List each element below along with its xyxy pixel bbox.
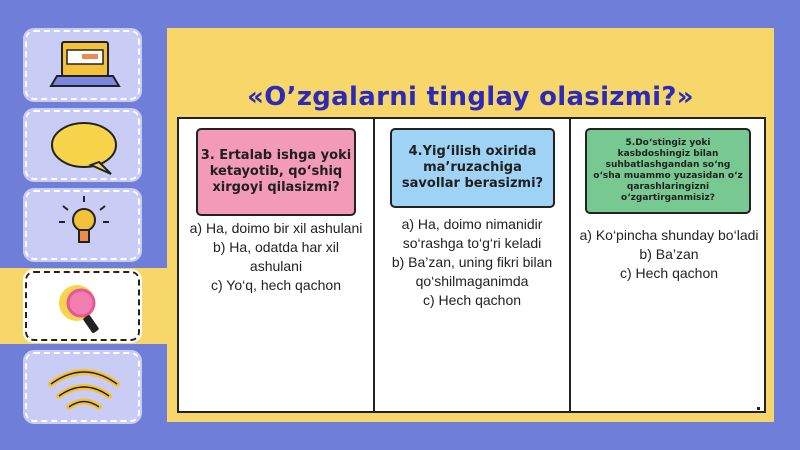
sidebar-item-laptop[interactable] <box>25 30 140 100</box>
page-title: «O’zgalarni tinglay olasizmi?» <box>247 82 694 112</box>
question-text: 5.Do‘stingiz yoki kasbdoshingiz bilan suhbatlashgandan so‘ng o‘sha muammo yuzasidan o‘z qarashlaringizni o‘zgartirganmisiz? <box>593 138 743 203</box>
magnifier-icon <box>27 273 142 343</box>
question-text: 3. Ertalab ishga yoki ketayotib, qo‘shiq xirgoyi qilasizmi? <box>200 148 352 195</box>
page-marker <box>757 407 760 410</box>
question-card <box>585 128 751 214</box>
answer-option[interactable]: b) Ba’zan <box>639 246 699 262</box>
sidebar-item-chat[interactable] <box>25 110 140 180</box>
answer-option[interactable]: c) Hech qachon <box>619 265 719 281</box>
answer-option[interactable]: a) Ha, doimo bir xil ashulani <box>189 220 363 236</box>
answer-list <box>187 219 365 295</box>
sidebar-item-wifi[interactable] <box>25 352 140 422</box>
answer-list <box>381 215 563 310</box>
sidebar-item-idea[interactable] <box>25 190 140 260</box>
answer-option[interactable]: c) Yo‘q, hech qachon <box>211 277 341 293</box>
question-column-5 <box>571 119 766 411</box>
answer-option[interactable]: b) Ba’zan, uning fikri bilan qo‘shilmaganimda <box>391 254 553 289</box>
question-card <box>390 128 555 208</box>
answer-option[interactable]: c) Hech qachon <box>422 292 522 308</box>
speech-bubble-icon <box>27 112 142 182</box>
question-text: 4.Yig‘ilish oxirida ma’ruzachiga savollar berasizmi? <box>401 144 544 191</box>
answer-option[interactable]: b) Ha, odatda har xil ashulani <box>212 239 340 274</box>
wifi-icon <box>27 354 142 424</box>
laptop-icon <box>27 32 142 102</box>
lightbulb-icon <box>27 192 142 262</box>
question-card <box>196 128 356 216</box>
questions-table <box>177 117 766 413</box>
sidebar-item-search[interactable] <box>25 271 140 341</box>
question-column-4 <box>375 119 569 411</box>
answer-list <box>579 226 759 283</box>
answer-option[interactable]: a) Ko‘pincha shunday bo‘ladi <box>579 227 759 243</box>
answer-option[interactable]: a) Ha, doimo nimanidir so‘rashga to‘g‘ri keladi <box>401 216 543 251</box>
question-column-3 <box>179 119 373 411</box>
